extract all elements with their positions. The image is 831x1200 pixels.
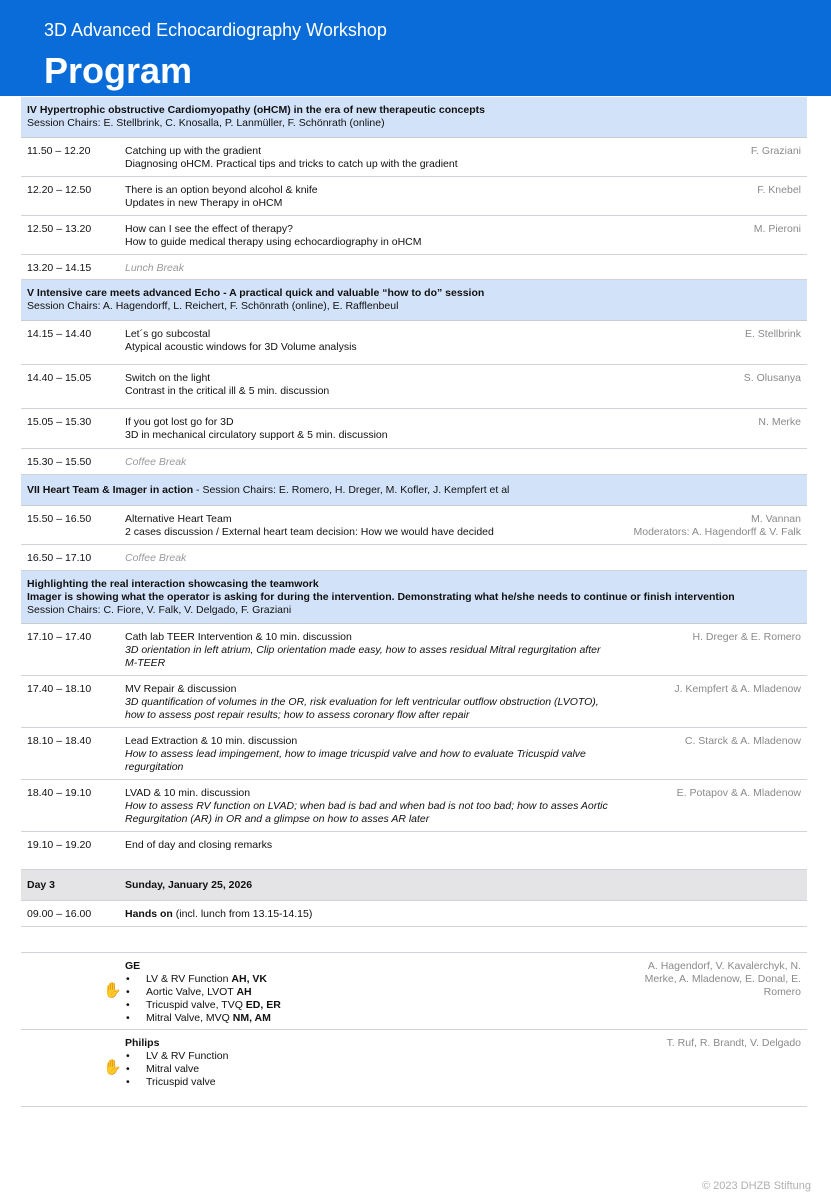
row-time: 13.20 – 14.15 (27, 262, 92, 274)
break-row (21, 255, 807, 280)
program-row (21, 216, 807, 255)
talk-subtitle: Atypical acoustic windows for 3D Volume analysis (125, 341, 357, 353)
speaker: F. Graziani (750, 145, 801, 157)
workshop-title: 3D Advanced Echocardiography Workshop (44, 20, 387, 40)
session-header-iv (21, 97, 807, 138)
talk-title: Switch on the light (125, 372, 211, 384)
list-item: • LV & RV Function (126, 1050, 229, 1062)
session-header-highlight (21, 571, 807, 624)
row-time: 18.10 – 18.40 (27, 735, 92, 747)
closing-row (21, 832, 807, 870)
session-title: VII Heart Team & Imager in action (27, 484, 197, 496)
program-row (21, 624, 807, 676)
talk-description: Regurgitation (AR) in OR and a glimpse on how to asses AR later (125, 813, 430, 825)
break-row (21, 449, 807, 475)
program-row (21, 780, 807, 832)
talk-title: Let´s go subcostal (125, 328, 211, 340)
talk-title: Cath lab TEER Intervention & 10 min. discussion (125, 631, 352, 643)
speaker: E. Stellbrink (744, 328, 801, 340)
row-time: 14.15 – 14.40 (27, 328, 92, 340)
list-item: • Tricuspid valve, TVQ ED, ER (126, 999, 281, 1011)
session-header-vii (21, 475, 807, 506)
talk-title: MV Repair & discussion (125, 683, 237, 695)
break-label: Lunch Break (125, 262, 184, 274)
speaker: A. Hagendorf, V. Kavalerchyk, N. Merke, A. Mladenow, E. Donal, E. Romero (644, 960, 801, 998)
program-content (21, 97, 807, 1107)
program-row (21, 506, 807, 545)
hand-icon: ✋ (103, 1059, 122, 1076)
vendor-name: Philips (125, 1037, 160, 1049)
row-time: 12.20 – 12.50 (27, 184, 92, 196)
program-row (21, 365, 807, 409)
talk-title: Alternative Heart Team (125, 513, 232, 525)
list-item: • Mitral Valve, MVQ NM, AM (126, 1012, 271, 1024)
talk-subtitle: Contrast in the critical ill & 5 min. discussion (125, 385, 330, 397)
talk-subtitle: How to guide medical therapy using echocardiography in oHCM (125, 236, 422, 248)
talk-title: LVAD & 10 min. discussion (125, 787, 251, 799)
workstation-ge (21, 953, 807, 1030)
row-time: 15.50 – 16.50 (27, 513, 92, 525)
break-row (21, 545, 807, 571)
talk-title: How can I see the effect of therapy? (125, 223, 293, 235)
speaker: J. Kempfert & A. Mladenow (674, 683, 801, 695)
program-row (21, 409, 807, 449)
speaker: F. Knebel (757, 184, 801, 196)
moderators: Moderators: A. Hagendorff & V. Falk (633, 526, 801, 538)
speaker: M. Pieroni (753, 223, 801, 235)
program-row (21, 728, 807, 780)
page-title: Program (44, 50, 193, 91)
hands-on-note: (incl. lunch from 13.15-14.15) (172, 908, 313, 920)
speaker: S. Olusanya (743, 372, 801, 384)
program-row (21, 901, 807, 927)
program-row (21, 321, 807, 365)
talk-title: If you got lost go for 3D (125, 416, 234, 428)
talk-description: How to assess lead impingement, how to image tricuspid valve and how to evaluate Tricuspid valve (125, 748, 586, 760)
session-title: IV Hypertrophic obstructive Cardiomyopathy (oHCM) in the era of new therapeutic concepts (27, 104, 485, 116)
session-chairs: Session Chairs: E. Stellbrink, C. Knosalla, P. Lanmüller, F. Schönrath (online) (27, 117, 385, 129)
row-time: 14.40 – 15.05 (27, 372, 92, 384)
session-chairs: - Session Chairs: E. Romero, H. Dreger, M. Kofler, J. Kempfert et al (196, 484, 510, 496)
talk-description: 3D quantification of volumes in the OR, risk evaluation for left ventricular outflow obstruction (LVOTO), (125, 696, 599, 708)
row-time: 18.40 – 19.10 (27, 787, 92, 799)
talk-subtitle: 3D in mechanical circulatory support & 5 min. discussion (125, 429, 388, 441)
day-date: Sunday, January 25, 2026 (125, 879, 253, 891)
speaker: E. Potapov & A. Mladenow (676, 787, 801, 799)
hands-on-label: Hands on (125, 908, 173, 920)
list-item: • LV & RV Function AH, VK (126, 973, 267, 985)
row-time: 19.10 – 19.20 (27, 839, 92, 851)
row-time: 12.50 – 13.20 (27, 223, 92, 235)
session-chairs: Session Chairs: A. Hagendorff, L. Reichert, F. Schönrath (online), E. Rafflenbeul (27, 300, 399, 312)
break-label: Coffee Break (125, 552, 187, 564)
row-time: 15.30 – 15.50 (27, 456, 92, 468)
speaker: H. Dreger & E. Romero (692, 631, 801, 643)
hand-icon: ✋ (103, 982, 122, 999)
talk-description: M-TEER (125, 657, 166, 669)
program-row (21, 177, 807, 216)
row-time: 17.10 – 17.40 (27, 631, 92, 643)
talk-title: Catching up with the gradient (125, 145, 262, 157)
spacer-row (21, 927, 807, 953)
break-label: Coffee Break (125, 456, 187, 468)
talk-title: There is an option beyond alcohol & knife (125, 184, 318, 196)
talk-subtitle: 2 cases discussion / External heart team decision: How we would have decided (125, 526, 494, 538)
row-time: 11.50 – 12.20 (27, 145, 91, 157)
session-title: V Intensive care meets advanced Echo - A practical quick and valuable “how to do” session (27, 287, 485, 299)
session-title: Highlighting the real interaction showcasing the teamwork (27, 578, 319, 590)
talk-subtitle: Updates in new Therapy in oHCM (125, 197, 283, 209)
talk-title: Lead Extraction & 10 min. discussion (125, 735, 298, 747)
speaker: N. Merke (758, 416, 801, 428)
closing-label: End of day and closing remarks (125, 839, 273, 851)
program-row (21, 138, 807, 177)
day-header (21, 870, 807, 901)
row-time: 17.40 – 18.10 (27, 683, 92, 695)
talk-subtitle: Diagnosing oHCM. Practical tips and tricks to catch up with the gradient (125, 158, 458, 170)
speaker: T. Ruf, R. Brandt, V. Delgado (666, 1037, 801, 1049)
speaker (633, 513, 801, 544)
footer-copyright: © 2023 DHZB Stiftung (702, 1180, 811, 1192)
talk-description: How to assess RV function on LVAD; when bad is bad and when bad is not too bad; how to asses Aortic (125, 800, 608, 812)
session-chairs: Session Chairs: C. Fiore, V. Falk, V. Delgado, F. Graziani (27, 604, 292, 616)
speaker: C. Starck & A. Mladenow (684, 735, 801, 747)
program-row (21, 676, 807, 728)
day-label: Day 3 (27, 879, 56, 891)
list-item: • Tricuspid valve (126, 1076, 216, 1088)
vendor-name: GE (125, 960, 141, 972)
list-item: • Mitral valve (126, 1063, 200, 1075)
list-item: • Aortic Valve, LVOT AH (126, 986, 252, 998)
page-header (0, 0, 831, 96)
workstation-philips (21, 1030, 807, 1107)
talk-description: 3D orientation in left atrium, Clip orientation made easy, how to asses residual Mitral regurgitation after (125, 644, 601, 656)
session-subtitle: Imager is showing what the operator is asking for during the intervention. Demonstrating what he/she needs to continue or finish intervention (27, 591, 735, 603)
talk-description: regurgitation (125, 761, 184, 773)
session-header-v (21, 280, 807, 321)
speaker-name: M. Vannan (750, 513, 801, 525)
talk-description: how to assess post repair results; how to assess coronary flow after repair (125, 709, 470, 721)
row-time: 16.50 – 17.10 (27, 552, 92, 564)
row-time: 09.00 – 16.00 (27, 908, 92, 920)
row-time: 15.05 – 15.30 (27, 416, 92, 428)
